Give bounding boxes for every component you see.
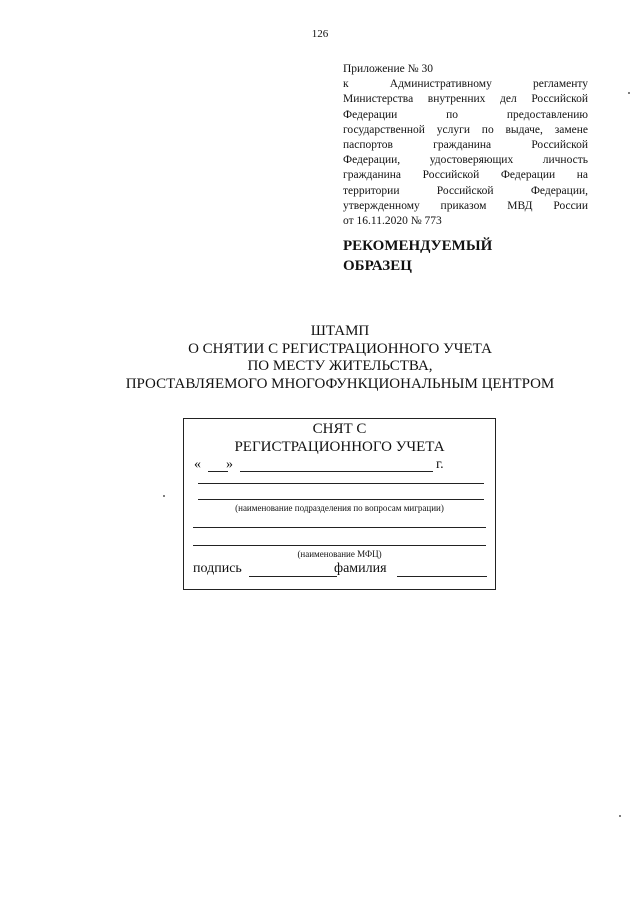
scan-speck — [619, 815, 621, 817]
signature-blank-line — [249, 576, 337, 577]
stamp-heading-line: СНЯТ С — [312, 421, 367, 437]
signature-label: подпись — [193, 561, 242, 576]
blank-line-migration-2 — [198, 499, 484, 500]
date-open-quote: « — [194, 457, 201, 472]
appendix-line: паспортов гражданина Российской — [343, 139, 588, 152]
appendix-block — [343, 62, 588, 229]
date-row — [194, 457, 489, 475]
appendix-line: от 16.11.2020 № 773 — [343, 215, 442, 228]
surname-label: фамилия — [334, 561, 387, 576]
stamp-heading-line: РЕГИСТРАЦИОННОГО УЧЕТА — [234, 439, 445, 455]
day-blank-line — [208, 471, 228, 472]
stamp-title-line: ШТАМП — [310, 323, 370, 339]
blank-line-mfc-2 — [193, 545, 486, 546]
appendix-line: утвержденному приказом МВД России — [343, 199, 588, 212]
page-number: 126 — [311, 28, 329, 40]
recommended-sample-label — [343, 236, 492, 276]
stamp-title-line: О СНЯТИИ С РЕГИСТРАЦИОННОГО УЧЕТА — [188, 340, 492, 357]
stamp-title — [100, 323, 580, 393]
surname-blank-line — [397, 576, 487, 577]
appendix-line: территории Российской Федерации, — [343, 184, 588, 197]
appendix-line: Федерации, удостоверяющих личность — [343, 154, 588, 167]
stamp-title-line: ПРОСТАВЛЯЕМОГО МНОГОФУНКЦИОНАЛЬНЫМ ЦЕНТРОМ — [125, 375, 555, 392]
blank-line-mfc-1 — [193, 527, 486, 528]
stamp-heading — [184, 420, 495, 456]
recommended-line: ОБРАЗЕЦ — [343, 258, 412, 274]
date-close-quote: » — [226, 457, 233, 472]
signature-row — [193, 561, 493, 581]
recommended-line: РЕКОМЕНДУЕМЫЙ — [343, 238, 493, 254]
caption-mfc: (наименование МФЦ) — [297, 549, 382, 559]
scan-speck — [628, 92, 630, 94]
year-suffix: г. — [436, 457, 444, 472]
caption-migration: (наименование подразделения по вопросам миграции) — [235, 503, 444, 513]
appendix-line: государственной услуги по выдаче, замене — [343, 123, 588, 136]
month-blank-line — [240, 471, 433, 472]
blank-line-migration-1 — [198, 483, 484, 484]
appendix-line: Приложение № 30 — [343, 63, 433, 75]
stamp-title-line: ПО МЕСТУ ЖИТЕЛЬСТВА, — [247, 358, 433, 374]
appendix-line: Федерации по предоставлению — [343, 108, 588, 121]
stamp-box — [183, 418, 496, 590]
appendix-line: Министерства внутренних дел Российской — [343, 93, 588, 106]
scan-speck — [163, 495, 165, 497]
appendix-line: гражданина Российской Федерации на — [343, 169, 588, 182]
appendix-line: к Административному регламенту — [343, 78, 588, 91]
